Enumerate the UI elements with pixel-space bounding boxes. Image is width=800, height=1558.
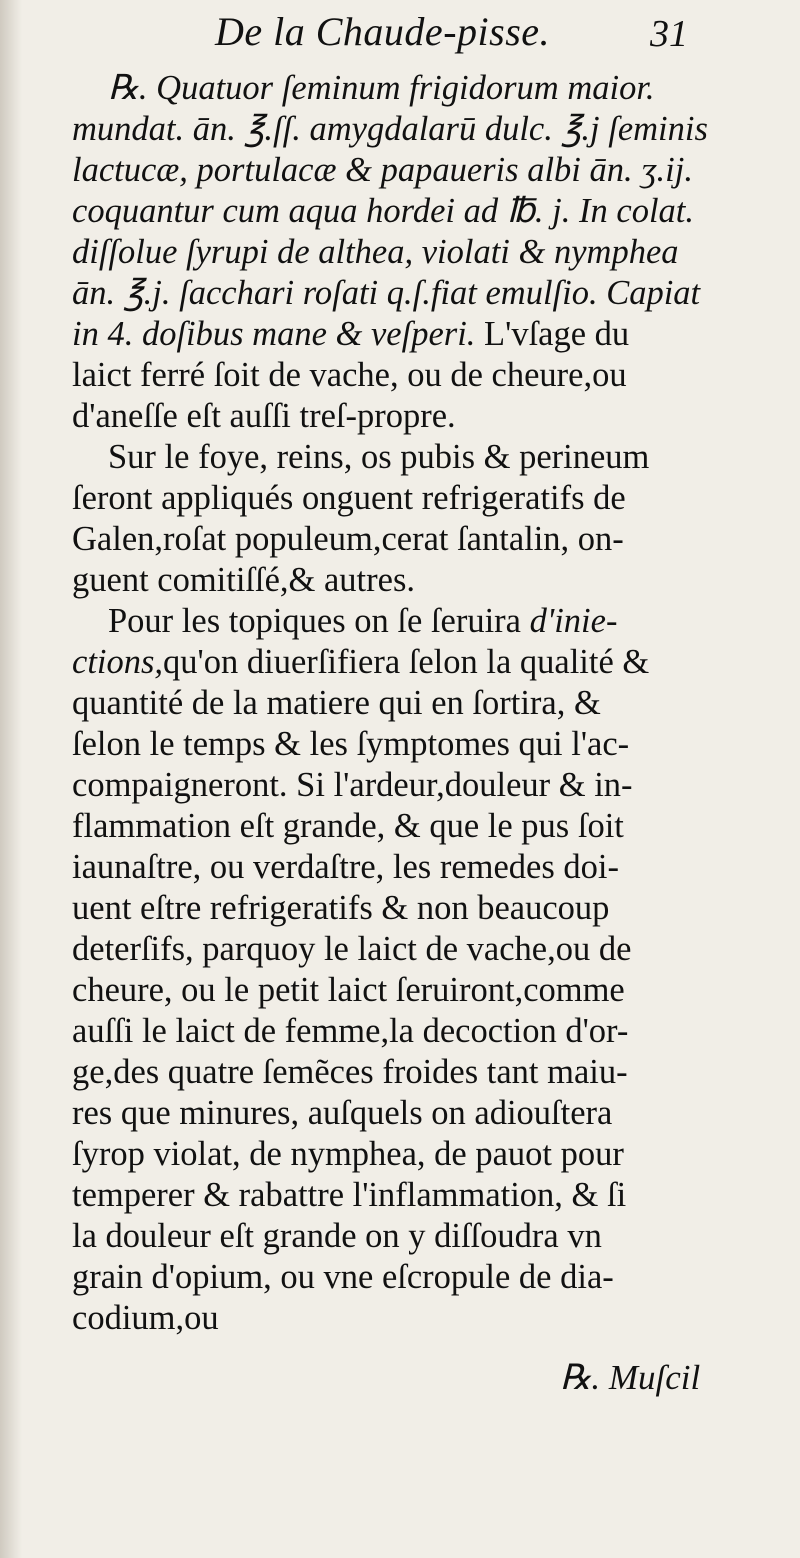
para3-line-1 bbox=[72, 601, 720, 642]
page-number: 31 bbox=[650, 13, 688, 55]
recipe-line-1: ℞. Quatuor ſeminum frigidorum maior. bbox=[108, 69, 655, 107]
para3-line-13: res que minures, auſquels on adiouſtera bbox=[72, 1094, 613, 1132]
running-head: De la Chaude-pisse. bbox=[215, 9, 551, 54]
recipe-line-6: ān. ℥.j. ſacchari roſati q.ſ.fiat emulſio. Capiat bbox=[72, 274, 701, 312]
para2-line-2: ſeront appliqués onguent refrigeratifs de bbox=[72, 479, 626, 517]
para3-line-8: uent eſtre refrigeratifs & non beaucoup bbox=[72, 889, 610, 927]
para3-line-7: iaunaſtre, ou verdaſtre, les remedes doi- bbox=[72, 848, 619, 886]
page-header bbox=[0, 2, 800, 62]
recipe-line-7-italic: in 4. doſibus mane & veſperi. bbox=[72, 315, 476, 353]
para3-line-1-italic: d'inie- bbox=[529, 602, 618, 640]
recipe-line-5: diſſolue ſyrupi de althea, violati & nymphea bbox=[72, 233, 679, 271]
para3-line-3: quantité de la matiere qui en ſortira, & bbox=[72, 684, 601, 722]
recipe-line-4: coquantur cum aqua hordei ad ℔. j. In colat. bbox=[72, 192, 694, 230]
para2-line-4: guent comitiſſé,& autres. bbox=[72, 561, 415, 599]
para2-line-3: Galen,roſat populeum,cerat ſantalin, on- bbox=[72, 520, 624, 558]
para3-line-11: auſſi le laict de femme,la decoction d'or- bbox=[72, 1012, 629, 1050]
para3-line-5: compaigneront. Si l'ardeur,douleur & in- bbox=[72, 766, 633, 804]
catchword: ℞. Muſcil bbox=[560, 1358, 701, 1397]
para3-line-15: temperer & rabattre l'inflammation, & ſi bbox=[72, 1176, 627, 1214]
para3-line-10: cheure, ou le petit laict ſeruiront,comme bbox=[72, 971, 625, 1009]
body-text bbox=[72, 68, 720, 1339]
recipe-line-3: lactucæ, portulacæ & papaueris albi ān. ʒ.ij. bbox=[72, 151, 693, 189]
para3-line-16: la douleur eſt grande on y diſſoudra vn bbox=[72, 1217, 602, 1255]
para3-line-17: grain d'opium, ou vne eſcropule de dia- bbox=[72, 1258, 614, 1296]
para3-line-4: ſelon le temps & les ſymptomes qui l'ac- bbox=[72, 725, 630, 763]
recipe-line-7-roman: L'vſage du bbox=[475, 315, 630, 353]
para3-line-18: codium,ou bbox=[72, 1299, 219, 1337]
recipe-line-2: mundat. ān. ℥.ſſ. amygdalarū dulc. ℥.j ſeminis bbox=[72, 110, 708, 148]
para3-line-14: ſyrop violat, de nymphea, de pauot pour bbox=[72, 1135, 624, 1173]
para3-line-2 bbox=[72, 642, 720, 683]
para3-line-12: ge,des quatre ſemẽces froides tant maiu- bbox=[72, 1053, 628, 1091]
para3-line-2-italic: ctions, bbox=[72, 643, 164, 681]
para3-line-9: deterſifs, parquoy le laict de vache,ou de bbox=[72, 930, 632, 968]
para2-line-1: Sur le foye, reins, os pubis & perineum bbox=[108, 438, 650, 476]
recipe-line-9: d'aneſſe eſt auſſi treſ-propre. bbox=[72, 397, 456, 435]
recipe-line-8: laict ferré ſoit de vache, ou de cheure,ou bbox=[72, 356, 627, 394]
para3-line-6: flammation eſt grande, & que le pus ſoit bbox=[72, 807, 624, 845]
recipe-line-7 bbox=[72, 314, 720, 355]
para3-line-1-roman: Pour les topiques on ſe ſeruira bbox=[108, 602, 530, 640]
page-gutter-shadow bbox=[0, 0, 22, 1558]
para3-line-2-roman: qu'on diuerſifiera ſelon la qualité & bbox=[163, 643, 650, 681]
